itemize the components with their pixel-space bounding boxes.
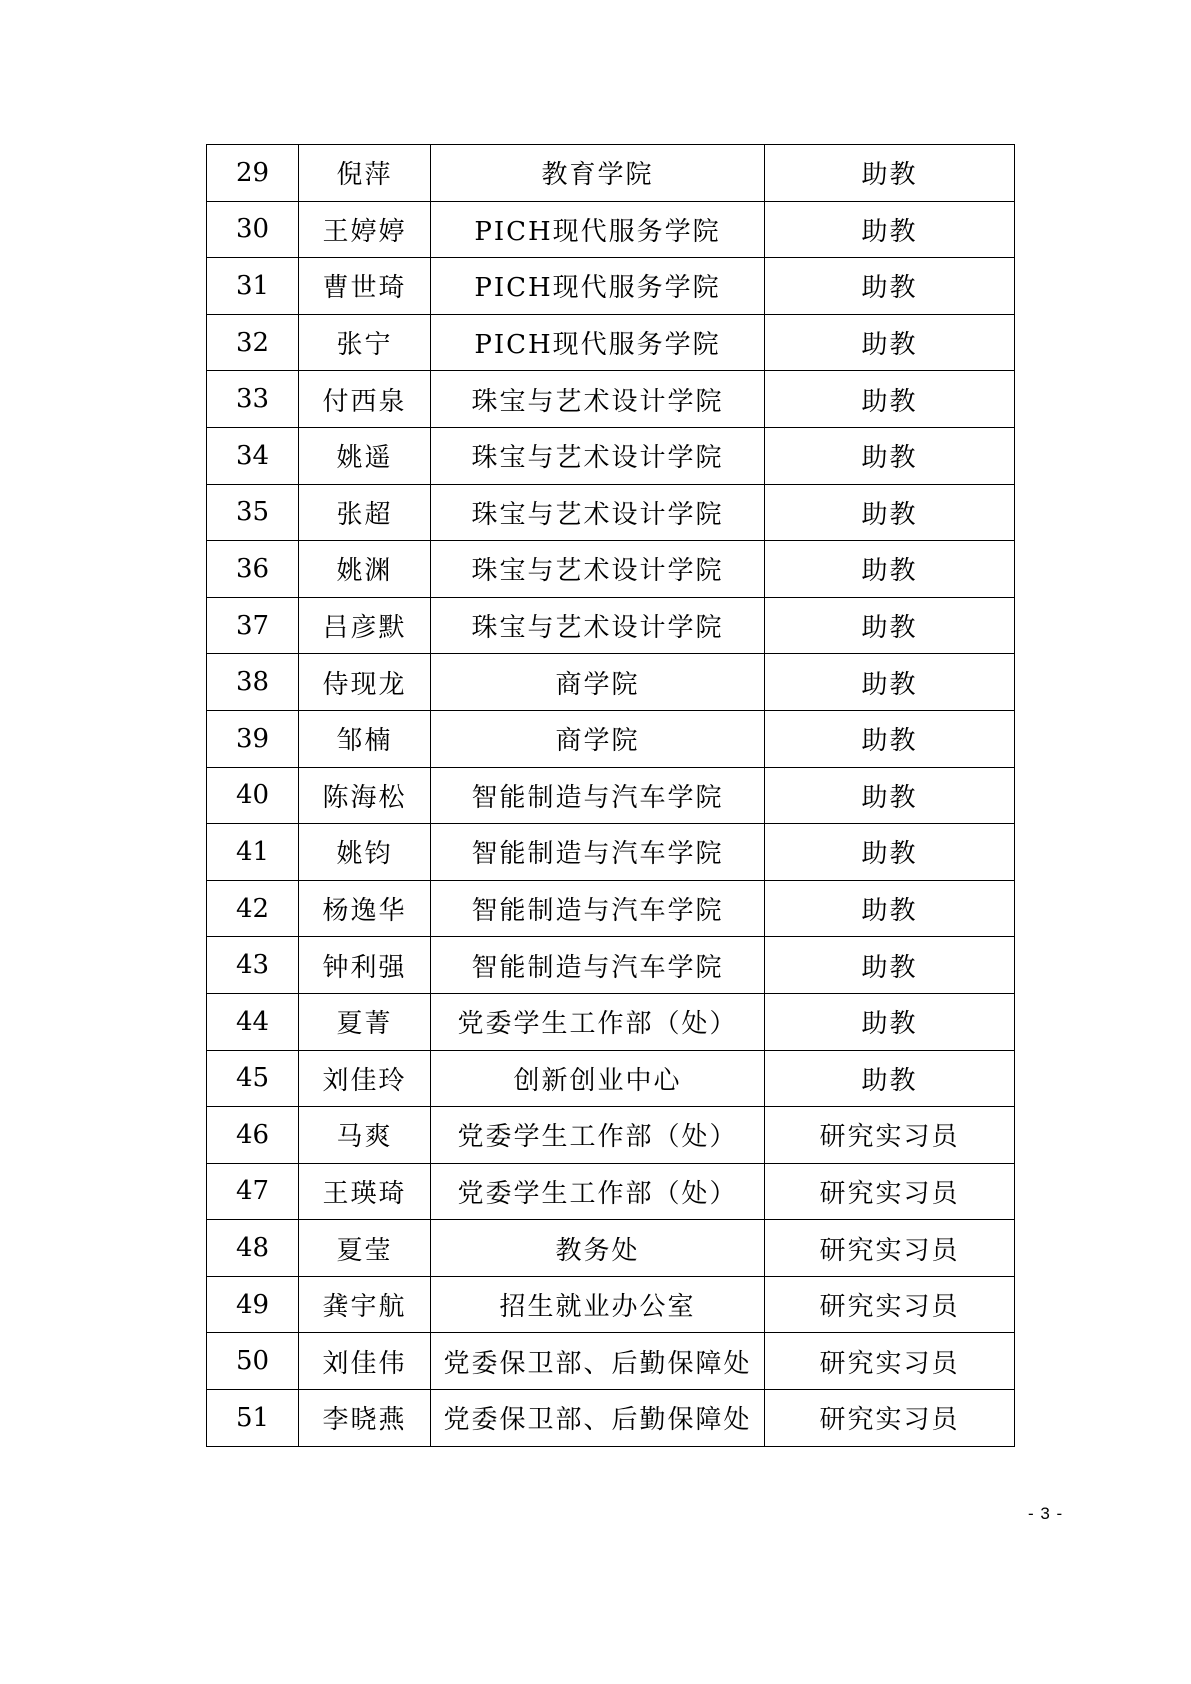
- department: 党委学生工作部（处）: [431, 1163, 765, 1220]
- department: 珠宝与艺术设计学院: [431, 597, 765, 654]
- person-name: 夏菁: [299, 993, 431, 1050]
- department: 智能制造与汽车学院: [431, 824, 765, 881]
- department: 珠宝与艺术设计学院: [431, 484, 765, 541]
- row-number: 42: [207, 880, 299, 937]
- row-number: 47: [207, 1163, 299, 1220]
- job-title: 助教: [765, 654, 1015, 711]
- person-name: 张超: [299, 484, 431, 541]
- department: PICH现代服务学院: [431, 314, 765, 371]
- row-number: 51: [207, 1390, 299, 1447]
- job-title: 研究实习员: [765, 1333, 1015, 1390]
- row-number: 48: [207, 1220, 299, 1277]
- table-row: [207, 1390, 1015, 1447]
- row-number: 38: [207, 654, 299, 711]
- department: 珠宝与艺术设计学院: [431, 541, 765, 598]
- job-title: 助教: [765, 880, 1015, 937]
- department: 党委学生工作部（处）: [431, 993, 765, 1050]
- job-title: 研究实习员: [765, 1276, 1015, 1333]
- department: 珠宝与艺术设计学院: [431, 371, 765, 428]
- row-number: 46: [207, 1107, 299, 1164]
- row-number: 41: [207, 824, 299, 881]
- table-row: [207, 767, 1015, 824]
- roster-body: [207, 145, 1015, 1447]
- table-row: [207, 937, 1015, 994]
- person-name: 钟利强: [299, 937, 431, 994]
- department: 智能制造与汽车学院: [431, 937, 765, 994]
- table-row: [207, 1333, 1015, 1390]
- table-row: [207, 824, 1015, 881]
- job-title: 助教: [765, 597, 1015, 654]
- person-name: 姚钧: [299, 824, 431, 881]
- department: 党委保卫部、后勤保障处: [431, 1390, 765, 1447]
- table-row: [207, 597, 1015, 654]
- person-name: 陈海松: [299, 767, 431, 824]
- department: 教育学院: [431, 145, 765, 202]
- person-name: 侍现龙: [299, 654, 431, 711]
- person-name: 姚渊: [299, 541, 431, 598]
- row-number: 49: [207, 1276, 299, 1333]
- person-name: 龚宇航: [299, 1276, 431, 1333]
- row-number: 43: [207, 937, 299, 994]
- row-number: 29: [207, 145, 299, 202]
- department: PICH现代服务学院: [431, 258, 765, 315]
- job-title: 助教: [765, 1050, 1015, 1107]
- table-row: [207, 654, 1015, 711]
- row-number: 33: [207, 371, 299, 428]
- row-number: 35: [207, 484, 299, 541]
- job-title: 助教: [765, 541, 1015, 598]
- table-row: [207, 1276, 1015, 1333]
- job-title: 助教: [765, 937, 1015, 994]
- row-number: 34: [207, 427, 299, 484]
- department: 珠宝与艺术设计学院: [431, 427, 765, 484]
- person-name: 刘佳伟: [299, 1333, 431, 1390]
- job-title: 助教: [765, 258, 1015, 315]
- job-title: 助教: [765, 484, 1015, 541]
- person-name: 姚遥: [299, 427, 431, 484]
- row-number: 39: [207, 710, 299, 767]
- job-title: 助教: [765, 427, 1015, 484]
- row-number: 50: [207, 1333, 299, 1390]
- person-name: 马爽: [299, 1107, 431, 1164]
- job-title: 助教: [765, 145, 1015, 202]
- table-row: [207, 1050, 1015, 1107]
- person-name: 付西泉: [299, 371, 431, 428]
- row-number: 44: [207, 993, 299, 1050]
- roster-table: [206, 144, 1015, 1447]
- row-number: 40: [207, 767, 299, 824]
- person-name: 吕彦默: [299, 597, 431, 654]
- department: 招生就业办公室: [431, 1276, 765, 1333]
- table-row: [207, 1220, 1015, 1277]
- department: 党委学生工作部（处）: [431, 1107, 765, 1164]
- page-number: - 3 -: [1028, 1504, 1064, 1523]
- job-title: 助教: [765, 993, 1015, 1050]
- table-row: [207, 314, 1015, 371]
- person-name: 曹世琦: [299, 258, 431, 315]
- table-row: [207, 258, 1015, 315]
- job-title: 助教: [765, 314, 1015, 371]
- person-name: 李晓燕: [299, 1390, 431, 1447]
- table-row: [207, 1107, 1015, 1164]
- job-title: 研究实习员: [765, 1163, 1015, 1220]
- department: 智能制造与汽车学院: [431, 767, 765, 824]
- row-number: 32: [207, 314, 299, 371]
- row-number: 31: [207, 258, 299, 315]
- department: 党委保卫部、后勤保障处: [431, 1333, 765, 1390]
- person-name: 张宁: [299, 314, 431, 371]
- department: 创新创业中心: [431, 1050, 765, 1107]
- job-title: 助教: [765, 710, 1015, 767]
- row-number: 30: [207, 201, 299, 258]
- job-title: 研究实习员: [765, 1390, 1015, 1447]
- job-title: 助教: [765, 201, 1015, 258]
- job-title: 助教: [765, 371, 1015, 428]
- row-number: 45: [207, 1050, 299, 1107]
- table-row: [207, 484, 1015, 541]
- row-number: 36: [207, 541, 299, 598]
- job-title: 研究实习员: [765, 1107, 1015, 1164]
- table-row: [207, 427, 1015, 484]
- table-row: [207, 201, 1015, 258]
- person-name: 杨逸华: [299, 880, 431, 937]
- department: 商学院: [431, 710, 765, 767]
- table-row: [207, 993, 1015, 1050]
- department: 智能制造与汽车学院: [431, 880, 765, 937]
- person-name: 王婷婷: [299, 201, 431, 258]
- table-row: [207, 541, 1015, 598]
- table-row: [207, 710, 1015, 767]
- job-title: 助教: [765, 767, 1015, 824]
- person-name: 王瑛琦: [299, 1163, 431, 1220]
- person-name: 倪萍: [299, 145, 431, 202]
- table-row: [207, 1163, 1015, 1220]
- person-name: 刘佳玲: [299, 1050, 431, 1107]
- job-title: 助教: [765, 824, 1015, 881]
- department: 教务处: [431, 1220, 765, 1277]
- row-number: 37: [207, 597, 299, 654]
- table-row: [207, 371, 1015, 428]
- department: 商学院: [431, 654, 765, 711]
- job-title: 研究实习员: [765, 1220, 1015, 1277]
- table-row: [207, 145, 1015, 202]
- person-name: 夏莹: [299, 1220, 431, 1277]
- person-name: 邹楠: [299, 710, 431, 767]
- department: PICH现代服务学院: [431, 201, 765, 258]
- table-row: [207, 880, 1015, 937]
